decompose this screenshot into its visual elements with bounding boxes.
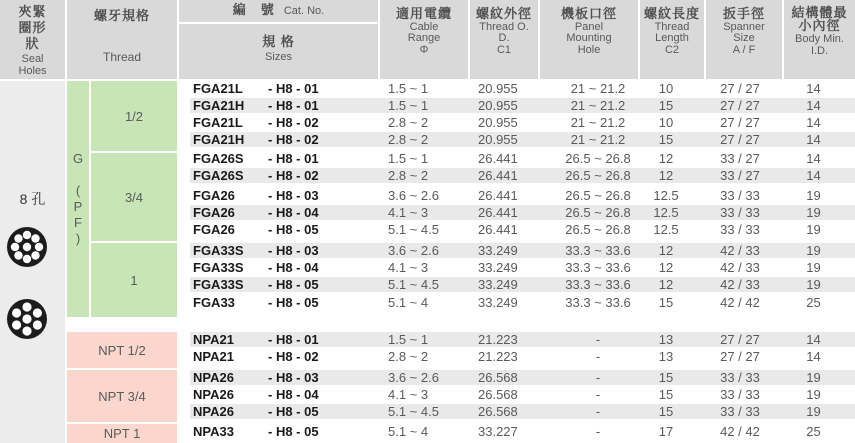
panel-hole: 21 ~ 21.2 — [570, 115, 626, 130]
header-od — [470, 0, 538, 79]
thread-length: 10 — [658, 81, 674, 96]
catalog-number: FGA21H — [193, 132, 245, 147]
thread-g-three-quarter-label: 3/4 — [124, 189, 144, 205]
size-code: - H8 - 01 — [268, 151, 319, 166]
body-min-id: 19 — [806, 222, 821, 237]
table-row — [190, 188, 855, 203]
catalog-number: FGA26 — [193, 205, 235, 220]
table-row — [190, 349, 855, 364]
seal-7-hole-icon — [6, 298, 48, 340]
catalog-number: FGA21H — [193, 98, 245, 113]
cable-range: 5.1 ~ 4.5 — [388, 277, 439, 292]
header-cable-en: Cable Range — [407, 20, 441, 44]
panel-hole: 26.5 ~ 26.8 — [565, 205, 631, 220]
catalog-number: NPA26 — [193, 404, 234, 419]
size-code: - H8 - 03 — [268, 243, 319, 258]
body-min-id: 19 — [806, 404, 821, 419]
table-row — [190, 243, 855, 258]
thread-length: 13 — [658, 349, 674, 364]
catalog-number: NPA33 — [193, 424, 234, 439]
table-row — [190, 260, 855, 275]
seal-holes-label: 8 孔 — [19, 191, 46, 207]
body-min-id: 19 — [806, 188, 821, 203]
table-row — [190, 404, 855, 419]
table-row — [190, 387, 855, 402]
thread-length: 12 — [658, 243, 674, 258]
size-code: - H8 - 05 — [268, 295, 319, 310]
header-thread-en: Thread — [102, 49, 142, 64]
thread-od: 21.223 — [478, 332, 518, 347]
table-row — [190, 115, 855, 130]
thread-npt-one — [67, 424, 177, 443]
thread-length: 10 — [658, 115, 674, 130]
size-code: - H8 - 02 — [268, 132, 319, 147]
header-sizes-en: Sizes — [265, 50, 292, 63]
table-row — [190, 168, 855, 183]
spanner-size: 42 / 42 — [720, 295, 760, 310]
cable-range: 4.1 ~ 3 — [388, 205, 429, 220]
seal-8-hole-icon — [6, 226, 48, 268]
spanner-size: 33 / 33 — [720, 205, 760, 220]
thread-g-half-label: 1/2 — [124, 108, 144, 124]
spanner-size: 33 / 27 — [720, 151, 760, 166]
size-code: - H8 - 05 — [268, 277, 319, 292]
thread-length: 12.5 — [653, 205, 679, 220]
thread-npt-half — [67, 332, 177, 368]
thread-g-three-quarter — [91, 153, 177, 241]
header-seal-en: Seal Holes — [18, 53, 47, 77]
header-od-zh: 螺紋外徑 — [475, 6, 532, 21]
panel-hole: - — [595, 424, 601, 439]
header-panel-en: Panel Mounting Hole — [566, 20, 612, 56]
thread-npt-half-label: NPT 1/2 — [98, 342, 146, 358]
size-code: - H8 - 04 — [268, 260, 319, 275]
cable-range: 3.6 ~ 2.6 — [388, 188, 439, 203]
thread-length: 15 — [658, 404, 674, 419]
thread-length: 17 — [658, 424, 674, 439]
body-min-id: 14 — [806, 151, 821, 166]
table-row — [190, 295, 855, 310]
thread-od: 21.223 — [478, 349, 518, 364]
catalog-number: NPA21 — [193, 332, 234, 347]
body-min-id: 14 — [806, 81, 821, 96]
panel-hole: 26.5 ~ 26.8 — [565, 151, 631, 166]
cable-range: 5.1 ~ 4.5 — [388, 222, 439, 237]
header-length-en: Thread Length — [654, 20, 690, 44]
spanner-size: 27 / 27 — [720, 349, 760, 364]
spanner-size: 42 / 33 — [720, 243, 760, 258]
thread-length: 12 — [658, 168, 674, 183]
cable-range: 1.5 ~ 1 — [388, 98, 429, 113]
thread-length: 15 — [658, 295, 674, 310]
thread-od: 26.441 — [478, 151, 518, 166]
thread-od: 33.249 — [478, 277, 518, 292]
cable-range: 2.8 ~ 2 — [388, 115, 429, 130]
spanner-size: 27 / 27 — [720, 81, 760, 96]
table-row — [190, 277, 855, 292]
header-length-zh: 螺紋長度 — [643, 6, 700, 21]
thread-od: 33.227 — [478, 424, 518, 439]
spanner-size: 42 / 33 — [720, 277, 760, 292]
body-min-id: 19 — [806, 205, 821, 220]
cable-range: 4.1 ~ 3 — [388, 387, 429, 402]
cable-range: 5.1 ~ 4.5 — [388, 404, 439, 419]
table-row — [190, 205, 855, 220]
catalog-number: NPA26 — [193, 370, 234, 385]
header-catno-en: Cat. No. — [283, 5, 325, 17]
size-code: - H8 - 01 — [268, 98, 319, 113]
cable-range: 3.6 ~ 2.6 — [388, 370, 439, 385]
panel-hole: - — [595, 332, 601, 347]
cable-range: 1.5 ~ 1 — [388, 151, 429, 166]
panel-hole: - — [595, 404, 601, 419]
table-row — [190, 81, 855, 96]
thread-g-pf — [67, 81, 89, 317]
panel-hole: 26.5 ~ 26.8 — [565, 222, 631, 237]
body-min-id: 19 — [806, 387, 821, 402]
size-code: - H8 - 05 — [268, 222, 319, 237]
size-code: - H8 - 02 — [268, 168, 319, 183]
size-code: - H8 - 02 — [268, 115, 319, 130]
header-sizes — [179, 24, 378, 79]
spanner-size: 27 / 27 — [720, 98, 760, 113]
cable-range: 4.1 ~ 3 — [388, 260, 429, 275]
body-min-id: 14 — [806, 168, 821, 183]
panel-hole: 26.5 ~ 26.8 — [565, 168, 631, 183]
thread-od: 26.441 — [478, 168, 518, 183]
catalog-number: FGA26S — [193, 151, 244, 166]
catalog-number: FGA33S — [193, 277, 244, 292]
thread-od: 26.568 — [478, 387, 518, 402]
table-row — [190, 151, 855, 166]
header-sizes-zh: 規 格 — [262, 34, 295, 49]
panel-hole: 33.3 ~ 33.6 — [565, 277, 631, 292]
table-row — [190, 424, 855, 439]
thread-od: 33.249 — [478, 295, 518, 310]
panel-hole: 26.5 ~ 26.8 — [565, 188, 631, 203]
thread-od: 20.955 — [478, 115, 518, 130]
spanner-size: 42 / 33 — [720, 260, 760, 275]
cable-range: 3.6 ~ 2.6 — [388, 243, 439, 258]
spanner-size: 33 / 27 — [720, 168, 760, 183]
header-spanner-en: Spanner Size — [723, 20, 765, 44]
cable-range: 1.5 ~ 1 — [388, 81, 429, 96]
thread-od: 26.441 — [478, 188, 518, 203]
panel-hole: - — [595, 349, 601, 364]
thread-g-one-label: 1 — [130, 272, 138, 288]
body-min-id: 19 — [806, 370, 821, 385]
spanner-size: 27 / 27 — [720, 332, 760, 347]
size-code: - H8 - 02 — [268, 349, 319, 364]
catalog-number: FGA33S — [193, 243, 244, 258]
thread-length: 15 — [658, 132, 674, 147]
spanner-size: 33 / 33 — [720, 222, 760, 237]
thread-g-one — [91, 243, 177, 317]
thread-g-pf-label: G (PF) — [70, 151, 86, 247]
header-seal — [0, 0, 65, 79]
thread-od: 26.568 — [478, 404, 518, 419]
panel-hole: 33.3 ~ 33.6 — [565, 260, 631, 275]
catalog-number: FGA26S — [193, 168, 244, 183]
table-row — [190, 132, 855, 147]
body-min-id: 19 — [806, 243, 821, 258]
spanner-size: 33 / 33 — [720, 188, 760, 203]
header-panel — [540, 0, 638, 79]
thread-od: 26.441 — [478, 222, 518, 237]
thread-length: 12 — [658, 277, 674, 292]
thread-length: 12.5 — [653, 222, 679, 237]
cable-range: 2.8 ~ 2 — [388, 349, 429, 364]
spanner-size: 33 / 33 — [720, 370, 760, 385]
spanner-size: 27 / 27 — [720, 132, 760, 147]
size-code: - H8 - 04 — [268, 205, 319, 220]
header-od-sym: C1 — [496, 43, 512, 56]
thread-length: 15 — [658, 387, 674, 402]
thread-npt-three-quarter — [67, 370, 177, 422]
thread-od: 20.955 — [478, 81, 518, 96]
cable-range: 2.8 ~ 2 — [388, 132, 429, 147]
panel-hole: - — [595, 370, 601, 385]
size-code: - H8 - 01 — [268, 81, 319, 96]
catalog-number: FGA33 — [193, 295, 235, 310]
thread-length: 12.5 — [653, 188, 679, 203]
thread-od: 33.249 — [478, 260, 518, 275]
body-min-id: 14 — [806, 132, 821, 147]
header-length — [640, 0, 704, 79]
thread-length: 15 — [658, 370, 674, 385]
panel-hole: 33.3 ~ 33.6 — [565, 295, 631, 310]
table-row — [190, 332, 855, 347]
thread-length: 13 — [658, 332, 674, 347]
thread-od: 20.955 — [478, 98, 518, 113]
size-code: - H8 - 05 — [268, 404, 319, 419]
header-seal-zh: 夾緊圈形狀 — [18, 4, 47, 51]
body-min-id: 25 — [806, 295, 821, 310]
thread-length: 12 — [658, 260, 674, 275]
catalog-number: FGA21L — [193, 81, 243, 96]
catalog-number: FGA26 — [193, 222, 235, 237]
header-thread-zh: 螺牙規格 — [93, 8, 150, 23]
thread-npt-three-quarter-label: NPT 3/4 — [98, 388, 146, 404]
header-catno — [179, 0, 378, 22]
header-body-zh: 結構體最小內徑 — [791, 5, 848, 33]
thread-od: 26.441 — [478, 205, 518, 220]
thread-g-half — [91, 81, 177, 151]
panel-hole: 33.3 ~ 33.6 — [565, 243, 631, 258]
size-code: - H8 - 05 — [268, 424, 319, 439]
catalog-number: NPA26 — [193, 387, 234, 402]
header-body — [784, 0, 855, 79]
cable-range: 2.8 ~ 2 — [388, 168, 429, 183]
thread-od: 26.568 — [478, 370, 518, 385]
body-min-id: 19 — [806, 277, 821, 292]
header-spanner-zh: 扳手徑 — [722, 6, 765, 21]
cable-range: 5.1 ~ 4 — [388, 295, 429, 310]
size-code: - H8 - 01 — [268, 332, 319, 347]
header-spanner — [706, 0, 782, 79]
header-panel-zh: 機板口徑 — [560, 6, 617, 21]
body-min-id: 19 — [806, 260, 821, 275]
thread-npt-one-label: NPT 1 — [103, 426, 141, 441]
catalog-number: FGA26 — [193, 188, 235, 203]
size-code: - H8 - 03 — [268, 188, 319, 203]
catalog-number: FGA21L — [193, 115, 243, 130]
size-code: - H8 - 03 — [268, 370, 319, 385]
catalog-number: FGA33S — [193, 260, 244, 275]
header-od-en: Thread O. D. — [479, 20, 529, 44]
cable-range: 1.5 ~ 1 — [388, 332, 429, 347]
body-min-id: 14 — [806, 349, 821, 364]
body-min-id: 14 — [806, 115, 821, 130]
spanner-size: 33 / 33 — [720, 404, 760, 419]
spanner-size: 27 / 27 — [720, 115, 760, 130]
thread-length: 15 — [658, 98, 674, 113]
cable-range: 5.1 ~ 4 — [388, 424, 429, 439]
header-thread — [67, 0, 177, 79]
body-min-id: 25 — [806, 424, 821, 439]
header-catno-zh: 編 號 — [232, 2, 275, 17]
header-cable-sym: Φ — [419, 43, 429, 56]
header-body-en: Body Min. I.D. — [795, 33, 844, 57]
spanner-size: 42 / 42 — [720, 424, 760, 439]
panel-hole: - — [595, 387, 601, 402]
spanner-size: 33 / 33 — [720, 387, 760, 402]
header-length-sym: C2 — [664, 43, 680, 56]
body-min-id: 14 — [806, 332, 821, 347]
thread-od: 20.955 — [478, 132, 518, 147]
panel-hole: 21 ~ 21.2 — [570, 132, 626, 147]
body-min-id: 14 — [806, 98, 821, 113]
header-cable — [380, 0, 468, 79]
table-row — [190, 370, 855, 385]
thread-length: 12 — [658, 151, 674, 166]
panel-hole: 21 ~ 21.2 — [570, 98, 626, 113]
table-row — [190, 98, 855, 113]
catalog-number: NPA21 — [193, 349, 234, 364]
header-cable-zh: 適用電纜 — [395, 6, 452, 21]
header-spanner-sym: A / F — [732, 43, 756, 56]
thread-od: 33.249 — [478, 243, 518, 258]
size-code: - H8 - 04 — [268, 387, 319, 402]
panel-hole: 21 ~ 21.2 — [570, 81, 626, 96]
table-row — [190, 222, 855, 237]
